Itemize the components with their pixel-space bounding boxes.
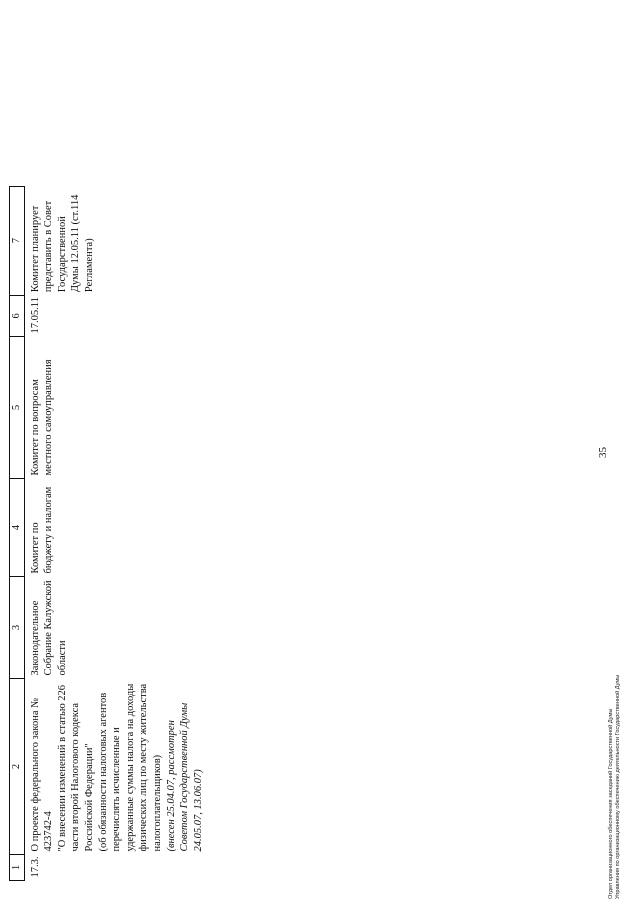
column-number: 1 <box>10 855 25 881</box>
bill-note: (об обязанности налоговых агентов перечислять исчисленные и удержанные суммы налога на доходы физических лиц по месту жительства налогоплательщиков) <box>97 683 163 852</box>
column-number: 7 <box>10 186 25 295</box>
column-number: 3 <box>10 577 25 679</box>
column-number: 6 <box>10 295 25 336</box>
column-number: 2 <box>10 679 25 855</box>
column-number: 5 <box>10 337 25 479</box>
footer-line: Отдел организационного обеспечения заседаний Государственной Думы <box>608 708 614 899</box>
bill-body: "О внесении изменений в статью 226 части второй Налогового кодекса Российской Федерации" <box>56 684 95 852</box>
responsible-committee-cell: Комитет по бюджету и налогам <box>29 486 55 574</box>
item-number: 17.3. <box>29 856 41 878</box>
bill-title: О проекте федерального закона № 423742-4 <box>29 697 55 852</box>
bill-history: (внесен 25.04.07, рассмотрен Советом Государственной Думы 24.05.07, 13.06.07) <box>165 702 204 852</box>
footer-line: Управления по организационному обеспечению деятельности Государственной Думы <box>615 674 621 899</box>
footer <box>608 399 622 899</box>
column-number: 4 <box>10 479 25 577</box>
bill-description-cell <box>24 679 205 855</box>
co-committee-cell: Комитет по вопросам местного самоуправления <box>29 359 55 476</box>
agenda-table <box>9 186 205 881</box>
remark-cell: Комитет планирует представить в Совет Государственной Думы 12.05.11 (ст.114 Регламента) <box>29 194 95 293</box>
page-number: 35 <box>597 447 609 458</box>
table-row <box>24 186 205 880</box>
date-cell: 17.05.11 <box>29 297 41 334</box>
column-number-row <box>10 186 25 880</box>
initiator-cell: Законодательное Собрание Калужской области <box>29 580 68 676</box>
